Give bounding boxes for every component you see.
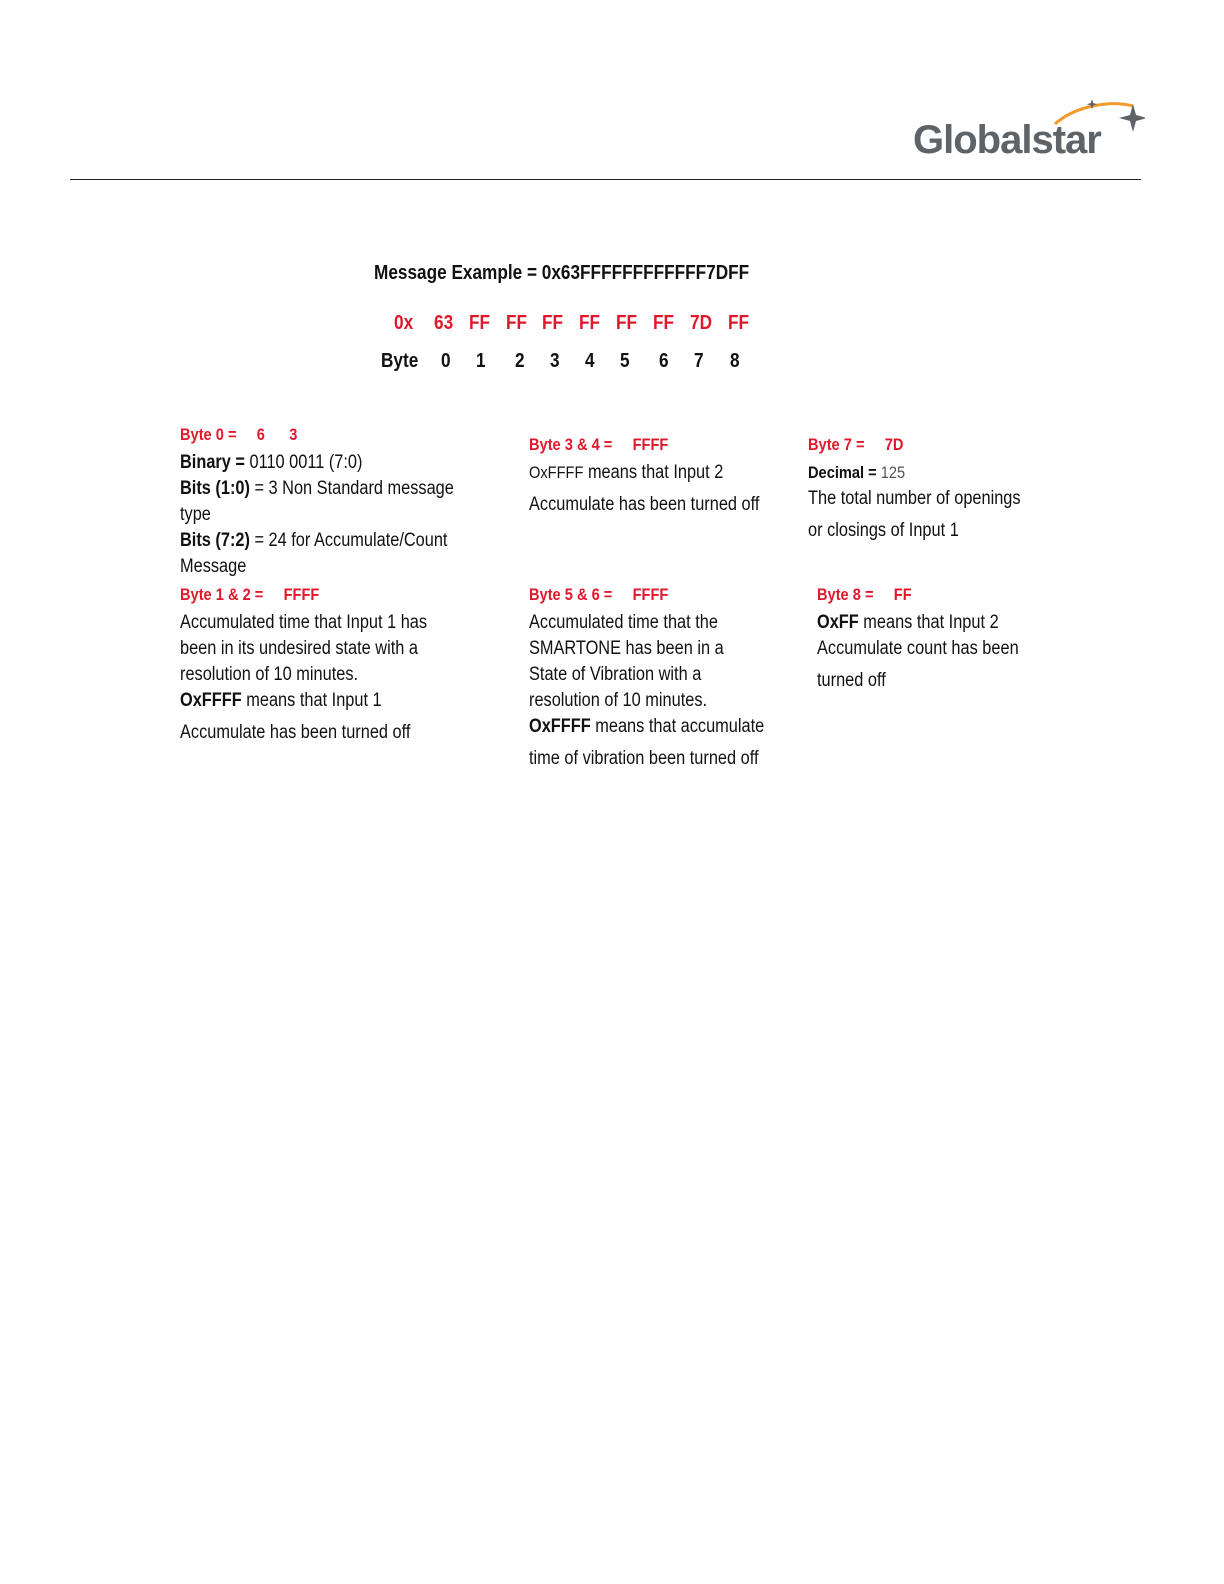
- globalstar-logo: [905, 96, 1145, 160]
- byte12-block: [180, 582, 550, 746]
- byte-index-8: 8: [730, 350, 740, 372]
- hex-byte-3: FF: [542, 312, 564, 334]
- byte-index-4: 4: [585, 350, 595, 372]
- byte-label: Byte: [381, 350, 419, 372]
- byte8-line-1: means that Input 2: [858, 612, 999, 633]
- bits-1-0-label: Bits (1:0): [180, 478, 250, 499]
- byte0-header: Byte 0 = 6 3: [180, 425, 298, 444]
- byte7-line-1: The total number of openings: [808, 488, 1021, 509]
- byte12-line-2: been in its undesired state with a: [180, 638, 418, 659]
- byte-index-7: 7: [694, 350, 704, 372]
- byte56-bold-value: OxFFFF: [529, 716, 591, 737]
- hex-byte-5: FF: [616, 312, 638, 334]
- byte12-line-5: Accumulate has been turned off: [180, 722, 411, 743]
- bits-7-2-label: Bits (7:2): [180, 530, 250, 551]
- binary-label: Binary =: [180, 452, 245, 473]
- decimal-value: 125: [880, 463, 906, 482]
- byte34-prefix: OxFFFF: [529, 463, 584, 482]
- byte12-line-1: Accumulated time that Input 1 has: [180, 612, 428, 633]
- byte56-line-2: SMARTONE has been in a: [529, 638, 724, 659]
- bits-1-0-continuation: type: [180, 504, 211, 525]
- byte34-line-2: Accumulate has been turned off: [529, 494, 760, 515]
- byte56-line-6: time of vibration been turned off: [529, 748, 759, 769]
- byte56-header: Byte 5 & 6 = FFFF: [529, 585, 669, 604]
- byte12-bold-value: OxFFFF: [180, 690, 242, 711]
- binary-value: 0110 0011 (7:0): [244, 452, 363, 473]
- bits-1-0-value: = 3 Non Standard message: [249, 478, 454, 499]
- byte7-line-2: or closings of Input 1: [808, 520, 959, 541]
- byte12-header: Byte 1 & 2 = FFFF: [180, 585, 320, 604]
- byte-index-2: 2: [515, 350, 525, 372]
- hex-byte-8: FF: [728, 312, 750, 334]
- byte56-line-5: means that accumulate: [590, 716, 765, 737]
- message-example-figure: [176, 250, 1056, 810]
- byte-index-5: 5: [620, 350, 630, 372]
- byte56-line-1: Accumulated time that the: [529, 612, 718, 633]
- byte7-header: Byte 7 = 7D: [808, 435, 904, 454]
- byte0-block: [180, 422, 550, 580]
- hex-byte-1: FF: [469, 312, 491, 334]
- bits-7-2-value: = 24 for Accumulate/Count: [249, 530, 448, 551]
- byte-index-1: 1: [476, 350, 486, 372]
- byte8-bold-value: OxFF: [817, 612, 859, 633]
- hex-byte-4: FF: [579, 312, 601, 334]
- byte-index-6: 6: [659, 350, 669, 372]
- hex-byte-2: FF: [506, 312, 528, 334]
- decimal-label: Decimal =: [808, 463, 877, 482]
- hex-byte-7: 7D: [690, 312, 712, 334]
- bits-7-2-continuation: Message: [180, 556, 247, 577]
- byte-index-0: 0: [441, 350, 451, 372]
- hex-byte-6: FF: [653, 312, 675, 334]
- byte56-line-3: State of Vibration with a: [529, 664, 702, 685]
- byte-index-3: 3: [550, 350, 560, 372]
- byte8-line-3: turned off: [817, 670, 886, 691]
- header-divider: [70, 179, 1141, 180]
- byte12-line-4: means that Input 1: [241, 690, 382, 711]
- byte8-line-2: Accumulate count has been: [817, 638, 1019, 659]
- brand-name: Globalstar: [913, 118, 1101, 162]
- byte8-header: Byte 8 = FF: [817, 585, 912, 604]
- byte34-line-1: means that Input 2: [583, 462, 724, 483]
- byte8-block: [817, 582, 1187, 694]
- byte12-line-3: resolution of 10 minutes.: [180, 664, 359, 685]
- byte56-line-4: resolution of 10 minutes.: [529, 690, 708, 711]
- hex-prefix: 0x: [394, 312, 414, 334]
- hex-byte-0: 63: [434, 312, 454, 334]
- byte34-header: Byte 3 & 4 = FFFF: [529, 435, 669, 454]
- byte7-block: [808, 432, 1178, 544]
- figure-title: Message Example = 0x63FFFFFFFFFFFF7DFF: [374, 262, 750, 284]
